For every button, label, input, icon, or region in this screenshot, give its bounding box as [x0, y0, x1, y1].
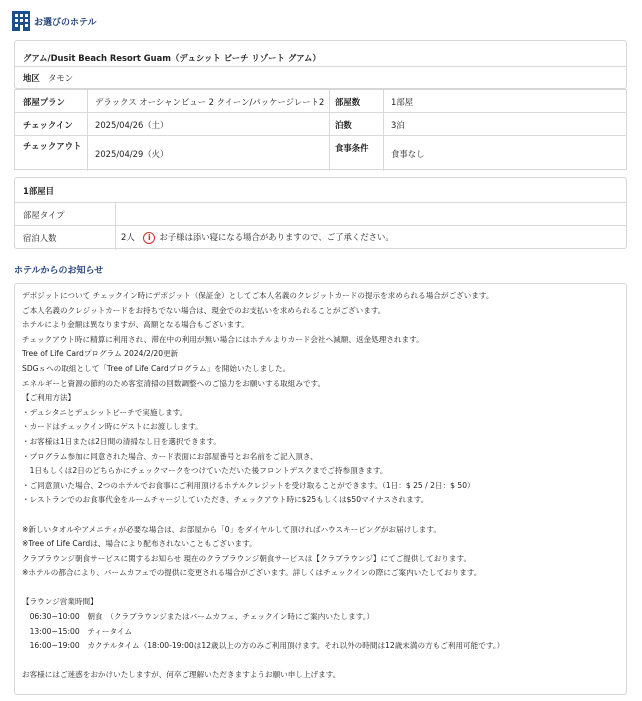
- notice-line: Tree of Life Cardプログラム 2024/2/20更新: [22, 349, 179, 359]
- notice-line: ・プログラム参加に同意された場合、カード表面にお部屋番号とお名前をご記入頂き、: [22, 451, 318, 461]
- room-type-label: 部屋タイプ: [23, 210, 65, 220]
- meal-value: 食事なし: [391, 149, 425, 159]
- hotel-summary-box: [14, 40, 627, 89]
- nights-label: 泊数: [335, 120, 352, 130]
- hotel-notice-box: [14, 283, 627, 695]
- notice-line: ・ご同意頂いた場合、2つのホテルでお食事にご利用頂けるホテルクレジットを受け取ることができます。（1日：$ 25 / 2日：$ 50）: [22, 480, 475, 490]
- checkout-label: チェックアウト: [23, 141, 82, 151]
- room-1-box: [14, 177, 627, 249]
- info-circle-icon: i: [143, 232, 155, 244]
- notice-line: ※Tree of Life Cardは、場合により配布されないこともございます。: [22, 539, 257, 549]
- area-label: 地区: [23, 73, 40, 83]
- notice-line: クラブラウンジ朝食サービスに関するお知らせ 現在のクラブラウンジ朝食サービスは【クラブラウンジ】にてご提供しております。: [22, 553, 472, 563]
- notice-line: ホテルにより金額は異なりますが、高額となる場合もございます。: [22, 320, 249, 330]
- meal-label: 食事条件: [335, 143, 369, 153]
- notice-line: [22, 654, 622, 669]
- hotel-name: グアム/Dusit Beach Resort Guam（デュシット ビーチ リゾート グアム）: [23, 53, 321, 63]
- notice-line: 1日もしくは2日のどちらかにチェックマークをつけていただいた後フロントデスクまでご持参頂きます。: [22, 466, 388, 476]
- guests-label: 宿泊人数: [23, 233, 57, 243]
- section-header: [12, 11, 97, 31]
- guests-row: [121, 231, 394, 244]
- notice-line: ※ホテルの都合により、バームカフェでの提供に変更される場合がございます。詳しくはチェックインの際にご案内いたしております。: [22, 568, 482, 578]
- checkout-value: 2025/04/29（火）: [95, 149, 169, 159]
- area-value: タモン: [48, 73, 74, 83]
- notice-line: ・デュシタニとデュシットビーチで実施します。: [22, 407, 188, 417]
- child-bed-note: お子様は添い寝になる場合がありますので、ご了承ください。: [159, 232, 394, 242]
- notice-line: 06:30~10:00 朝食 （クラブラウンジまたはバームカフェ、チェックイン時にご案内いたします。）: [22, 612, 375, 622]
- checkin-label: チェックイン: [23, 120, 73, 130]
- section-title: お選びのホテル: [34, 17, 97, 28]
- notice-line: SDGｓへの取組として「Tree of Life Cardプログラム」を開始いたしました。: [22, 363, 291, 373]
- room-plan-label: 部屋プラン: [23, 97, 65, 107]
- notice-line: ・カードはチェックイン時にゲストにお渡しします。: [22, 422, 203, 432]
- notice-line: デポジットについて チェックイン時にデポジット（保証金）としてご本人名義のクレジットカードの提示を求められる場合がございます。: [22, 291, 494, 300]
- guests-value: 2人: [121, 232, 135, 242]
- room-plan-value: デラックス オーシャンビュー 2 クイーン/パッケージレート2: [95, 97, 325, 107]
- notice-line: ・レストランでのお食事代金をルームチャージしていただき、チェックアウト時に$25もしくは$50マイナスされます。: [22, 495, 429, 505]
- room-count-label: 部屋数: [335, 97, 361, 107]
- notice-line: お客様にはご迷惑をおかけいたしますが、何卒ご理解いただきますようお願い申し上げます。: [22, 670, 341, 680]
- notice-line: 13:00~15:00 ティータイム: [22, 626, 133, 636]
- hotel-notice-text: [22, 289, 622, 683]
- nights-value: 3泊: [391, 120, 405, 130]
- room-1-title: 1部屋目: [23, 186, 54, 196]
- notice-line: エネルギーと資源の節約のため客室清掃の回数調整へのご協力をお願いする取組みです。: [22, 378, 326, 388]
- notice-line: [22, 508, 622, 523]
- notice-line: ・お客様は1日または2日間の清掃なし日を選択できます。: [22, 436, 221, 446]
- notice-line: 【ラウンジ営業時間】: [22, 597, 98, 607]
- notice-line: ※新しいタオルやアメニティが必要な場合は、お部屋から「0」をダイヤルして頂ければハウスキーピングがお届けします。: [22, 524, 441, 534]
- building-icon: [12, 11, 30, 31]
- booking-details-table: [14, 89, 627, 170]
- notice-line: [22, 581, 622, 596]
- notice-line: 【ご利用方法】: [22, 393, 76, 403]
- checkin-value: 2025/04/26（土）: [95, 120, 169, 130]
- notice-line: 16:00~19:00 カクテルタイム（18:00-19:00は12歳以上の方のみご利用頂けます。それ以外の時間は12歳未満の方もご利用可能です。）: [22, 641, 505, 651]
- hotel-notice-title: ホテルからのお知らせ: [14, 266, 104, 276]
- room-count-value: 1部屋: [391, 97, 414, 107]
- notice-line: チェックアウト時に精算に利用され、滞在中の利用が無い場合にはホテルよりカード会社へ減額、返金処理されます。: [22, 334, 424, 344]
- notice-line: ご本人名義のクレジットカードをお持ちでない場合は、現金でのお支払いを求められることがございます。: [22, 305, 386, 315]
